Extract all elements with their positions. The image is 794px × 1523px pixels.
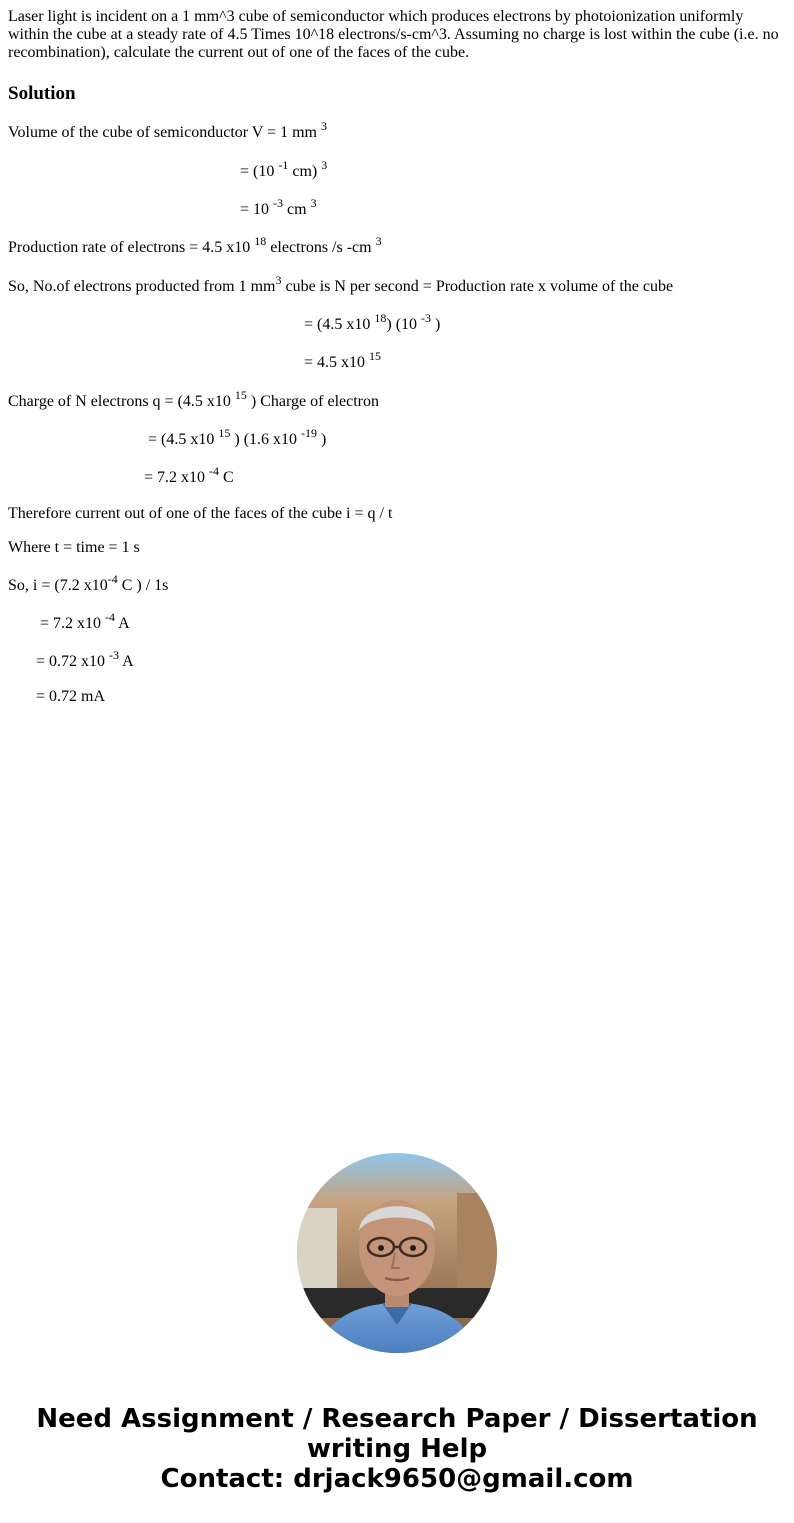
- document-body: [8, 0, 788, 105]
- step-current-formula: Therefore current out of one of the faces of the cube i = q / t: [8, 505, 393, 522]
- step-current-result-2: = 0.72 x10 $^{-3}$ A: [36, 648, 134, 670]
- question-text: Laser light is incident on a 1 mm^3 cube of semiconductor which produces electrons by photoionization uniformly within the cube at a steady rate of 4.5 Times 10^18 electrons/s-cm^3. Assuming no charge is lost within the cube (i.e. no recombination), calculate the current out of one of the faces of the cube.: [8, 8, 779, 61]
- step-volume-result: = 10 $^{-3}$ cm $^3$: [240, 196, 317, 218]
- solution-heading: Solution: [8, 83, 76, 104]
- author-photo: [297, 1153, 497, 1353]
- step-production-rate: Production rate of electrons = 4.5 x10 $^{18}$ electrons /s -cm $^3$: [8, 234, 382, 256]
- step-charge-product: = (4.5 x10 $^{15}$ ) (1.6 x10 $^{-19}$ ): [148, 426, 327, 448]
- step-electrons-per-second: So, No.of electrons producted from 1 $mm^3$ cube is N per second = Production rate x volume of the cube: [8, 273, 674, 295]
- step-current-calc: So, i = (7.2 $x10^{-4}$ C ) / 1s: [8, 572, 169, 594]
- step-charge-result: = 7.2 x10 $^{-4}$ C: [144, 464, 234, 486]
- cta-contact-email: Contact: drjack9650@gmail.com: [160, 1464, 634, 1494]
- step-n-result: = 4.5 x10 $^{15}$: [304, 349, 382, 371]
- step-volume-cm: = (10 $^{-1}$ cm) $^3$: [240, 158, 328, 180]
- step-current-result: = 7.2 x10 $^{-4}$ A: [40, 610, 130, 632]
- cta-line-1: Need Assignment / Research Paper / Dissertation: [36, 1404, 758, 1434]
- step-charge: Charge of N electrons q = (4.5 x10 $^{15}$ ) Charge of electron: [8, 388, 379, 410]
- step-volume: Volume of the cube of semiconductor V = 1 mm $^3$: [8, 119, 327, 141]
- portrait-image: [297, 1153, 497, 1353]
- contact-banner: [0, 1404, 794, 1494]
- cta-line-2: writing Help: [306, 1434, 488, 1464]
- step-n-product: = (4.5 x10 $^{18}$) (10 $^{-3}$ ): [304, 311, 441, 333]
- step-final-answer: = 0.72 mA: [36, 688, 106, 705]
- step-time: Where t = time = 1 s: [8, 539, 140, 556]
